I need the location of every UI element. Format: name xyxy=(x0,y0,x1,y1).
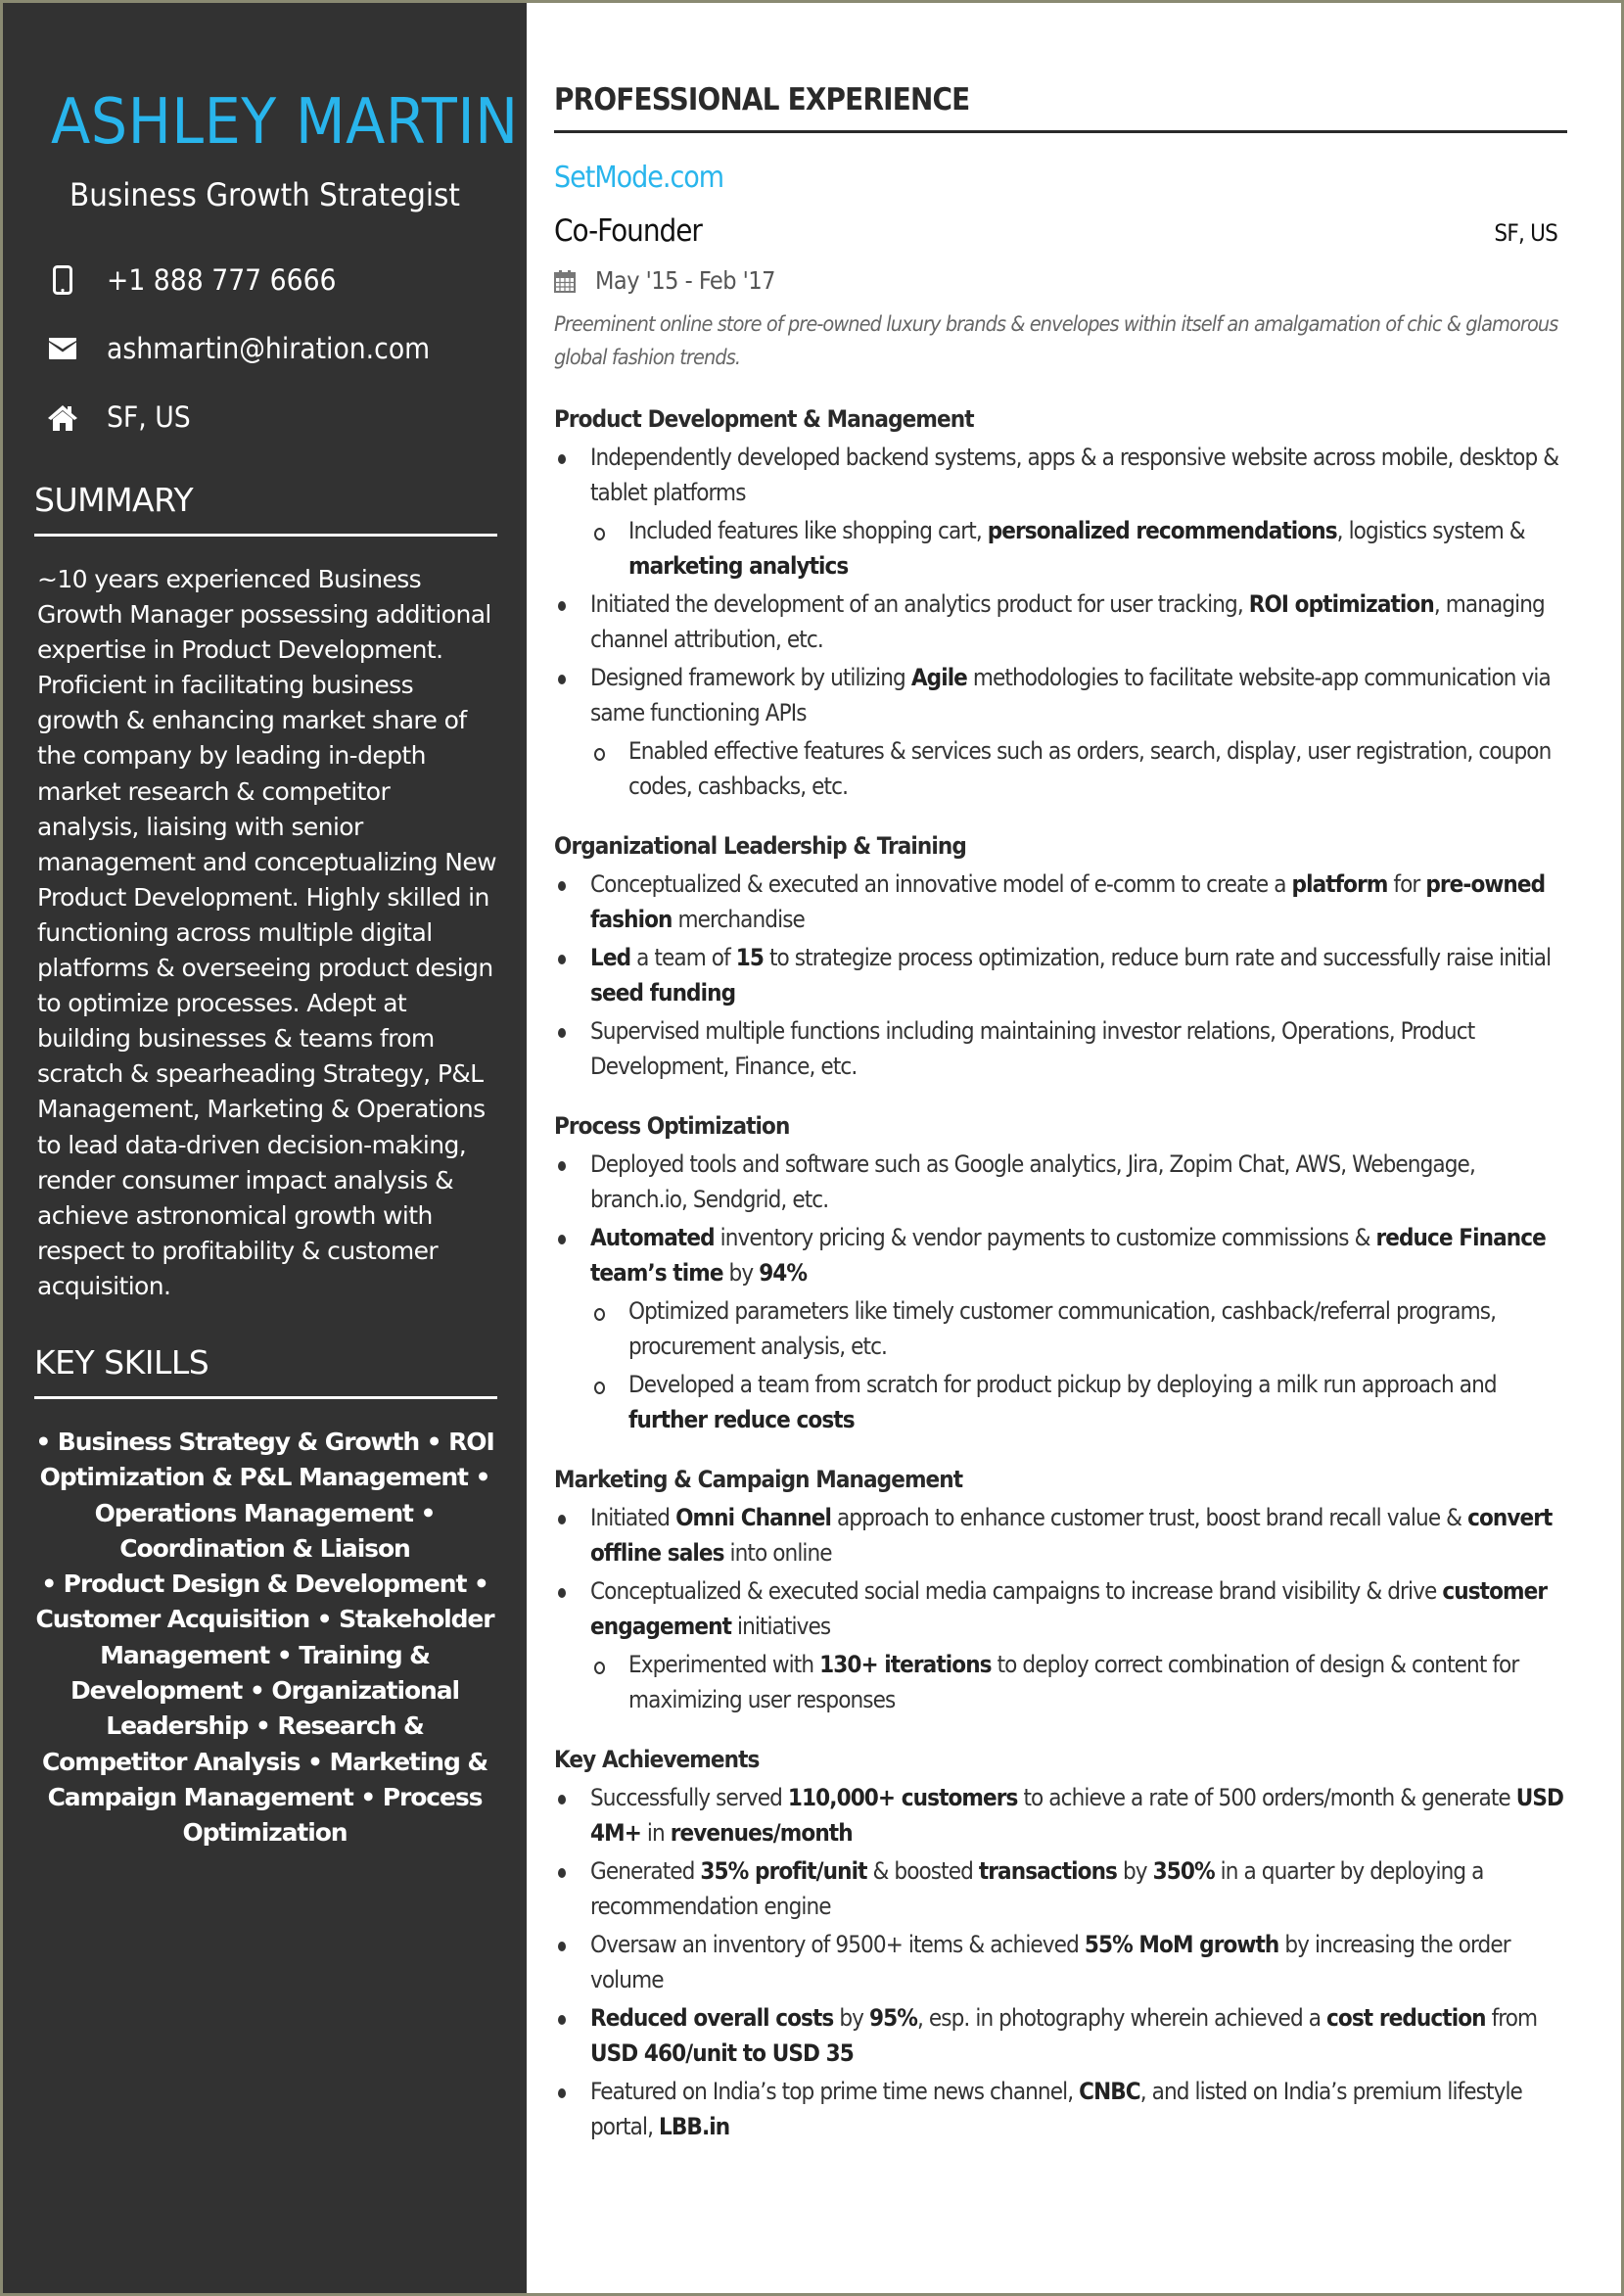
sidebar xyxy=(3,3,527,2293)
bullet-list xyxy=(554,1780,1567,2144)
bullet-item: Conceptualized & executed social media campaigns to increase brand visibility & drive customer engagement initiatives Experimented with 130+ iterations to deploy correct combination of design & content for maximizing user responses xyxy=(554,1573,1567,1717)
summary-heading: SUMMARY xyxy=(34,479,497,537)
group-title: Key Achievements xyxy=(554,1746,760,1773)
bullet-item: Led a team of 15 to strategize process optimization, reduce burn rate and successfully raise initial seed funding xyxy=(554,940,1567,1010)
experience-group xyxy=(554,404,1567,804)
bullet-list xyxy=(554,440,1567,804)
bullet-item: Initiated the development of an analytics product for user tracking, ROI optimization, managing channel attribution, etc. xyxy=(554,586,1567,657)
bullet-item: Conceptualized & executed an innovative model of e-comm to create a platform for pre-owned fashion merchandise xyxy=(554,867,1567,937)
group-title: Product Development & Management xyxy=(554,405,974,433)
key-skills-list xyxy=(32,1425,497,1851)
sub-bullet-list xyxy=(590,1647,1567,1717)
group-title: Process Optimization xyxy=(554,1112,790,1140)
summary-text: ~10 years experienced Business Growth Manager possessing additional expertise in Product Development. Proficient in facilitating business growth & enhancing market share of the company by leading in-depth market research & competitor analysis, liaising with senior management and conceptualizing New Product Development. Highly skilled in functioning across multiple digital platforms & overseeing product design to optimize processes. Adept at building businesses & teams from scratch & spearheading Strategy, P&L Management, Marketing & Operations to lead data-driven decision-making, render consumer impact analysis & achieve astronomical growth with respect to profitability & customer acquisition. xyxy=(37,565,496,1300)
bullet-item: Automated inventory pricing & vendor payments to customize commissions & reduce Finance team’s time by 94% Optimized parameters like timely customer communication, cashback/referral programs, procurement analysis, etc. Developed a team from scratch for product pickup by deploying a milk run approach and further reduce costs xyxy=(554,1220,1567,1437)
experience-groups xyxy=(554,404,1567,2144)
group-title: Marketing & Campaign Management xyxy=(554,1466,963,1493)
main-content xyxy=(527,3,1621,2293)
role-row xyxy=(554,213,1567,249)
bullet-item: Supervised multiple functions including maintaining investor relations, Operations, Product Development, Finance, etc. xyxy=(554,1013,1567,1084)
sub-bullet-list xyxy=(590,513,1567,584)
bullet-item: Generated 35% profit/unit & boosted transactions by 350% in a quarter by deploying a recommendation engine xyxy=(554,1853,1567,1924)
experience-group xyxy=(554,1745,1567,2144)
contact-location xyxy=(32,383,497,451)
bullet-item: Independently developed backend systems, apps & a responsive website across mobile, desktop & tablet platforms Included features like shopping cart, personalized recommendations, logistics system & marketing analytics xyxy=(554,440,1567,584)
skills-paragraph: • Product Design & Development • Customer Acquisition • Stakeholder Management • Training & Development • Organizational Leadership • Research & Competitor Analysis • Marketing & Campaign Management • Process Optimization xyxy=(35,1570,494,1848)
sub-bullet-item: Developed a team from scratch for product pickup by deploying a milk run approach and further reduce costs xyxy=(590,1367,1567,1437)
bullet-item: Deployed tools and software such as Google analytics, Jira, Zopim Chat, AWS, Webengage, branch.io, Sendgrid, etc. xyxy=(554,1147,1567,1217)
date-range: May '15 - Feb '17 xyxy=(595,266,775,295)
bullet-list xyxy=(554,1500,1567,1717)
envelope-icon xyxy=(42,338,83,359)
sub-bullet-item: Optimized parameters like timely customer communication, cashback/referral programs, procurement analysis, etc. xyxy=(590,1293,1567,1364)
bullet-list xyxy=(554,867,1567,1084)
phone-icon xyxy=(42,265,83,295)
professional-experience-heading: PROFESSIONAL EXPERIENCE xyxy=(554,79,1567,133)
bullet-item: Designed framework by utilizing Agile methodologies to facilitate website-app communication via same functioning APIs Enabled effective features & services such as orders, search, display, user registration, coupon codes, cashbacks, etc. xyxy=(554,660,1567,804)
calendar-icon xyxy=(554,269,576,293)
experience-group xyxy=(554,831,1567,1084)
bullet-item: Initiated Omni Channel approach to enhance customer trust, boost brand recall value & convert offline sales into online xyxy=(554,1500,1567,1570)
email-address[interactable]: ashmartin@hiration.com xyxy=(107,332,431,365)
company-name[interactable]: SetMode.com xyxy=(554,161,724,195)
job-role: Co-Founder xyxy=(554,213,702,249)
skills-paragraph: • Business Strategy & Growth • ROI Optimization & P&L Management • Operations Management • Coordination & Liaison xyxy=(35,1427,494,1563)
home-icon xyxy=(42,403,83,431)
candidate-name: ASHLEY MARTIN xyxy=(51,86,519,159)
sub-bullet-item: Included features like shopping cart, personalized recommendations, logistics system & marketing analytics xyxy=(590,513,1567,584)
bullet-list xyxy=(554,1147,1567,1437)
group-title: Organizational Leadership & Training xyxy=(554,832,966,860)
job-location: SF, US xyxy=(1494,219,1557,247)
key-skills-heading: KEY SKILLS xyxy=(34,1341,497,1399)
company-description: Preeminent online store of pre-owned luxury brands & envelopes within itself an amalgamation of chic & glamorous global fashion trends. xyxy=(554,312,1558,370)
experience-group xyxy=(554,1111,1567,1437)
phone-number[interactable]: +1 888 777 6666 xyxy=(107,263,337,297)
bullet-item: Reduced overall costs by 95%, esp. in photography wherein achieved a cost reduction from USD 460/unit to USD 35 xyxy=(554,2000,1567,2071)
contact-list xyxy=(32,246,497,451)
contact-email xyxy=(32,314,497,383)
location: SF, US xyxy=(107,400,191,434)
experience-group xyxy=(554,1465,1567,1717)
sub-bullet-item: Enabled effective features & services such as orders, search, display, user registration, coupon codes, cashbacks, etc. xyxy=(590,733,1567,804)
candidate-title: Business Growth Strategist xyxy=(70,176,460,213)
bullet-item: Oversaw an inventory of 9500+ items & achieved 55% MoM growth by increasing the order volume xyxy=(554,1927,1567,1997)
bullet-item: Featured on India’s top prime time news channel, CNBC, and listed on India’s premium lifestyle portal, LBB.in xyxy=(554,2074,1567,2144)
sub-bullet-item: Experimented with 130+ iterations to deploy correct combination of design & content for maximizing user responses xyxy=(590,1647,1567,1717)
sub-bullet-list xyxy=(590,733,1567,804)
bullet-item: Successfully served 110,000+ customers to achieve a rate of 500 orders/month & generate USD 4M+ in revenues/month xyxy=(554,1780,1567,1851)
contact-phone xyxy=(32,246,497,314)
sub-bullet-list xyxy=(590,1293,1567,1437)
job-dates xyxy=(554,266,1567,295)
